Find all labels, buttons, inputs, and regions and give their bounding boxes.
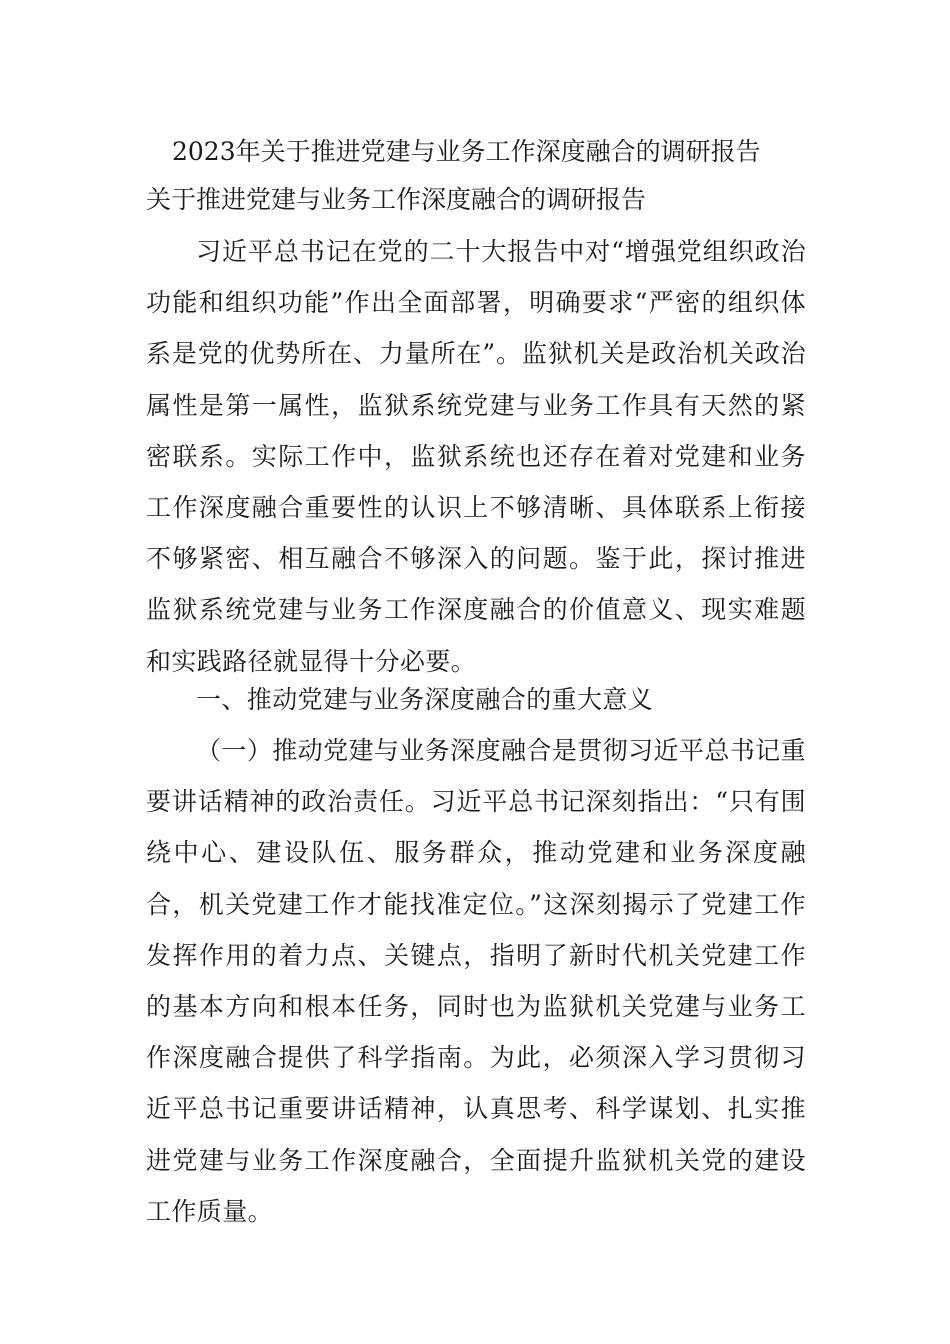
paragraph-intro: 习近平总书记在党的二十大报告中对“增强党组织政治功能和组织功能”作出全面部署，明确要求“严密的组织体系是党的优势所在、力量所在”。监狱机关是政治机关政治属性是第一属性，监狱系统党建与业务工作具有天然的紧密联系。实际工作中，监狱系统也还存在着对党建和业务工作深度融合重要性的认识上不够清晰、具体联系上衔接不够紧密、相互融合不够深入的问题。鉴于此，探讨推进监狱系统党建与业务工作深度融合的价值意义、现实难题和实践路径就显得十分必要。 [146,237,806,676]
document-title: 2023年关于推进党建与业务工作深度融合的调研报告 [172,137,761,166]
paragraph-section-1: （一）推动党建与业务深度融合是贯彻习近平总书记重要讲话精神的政治责任。习近平总书记深刻指出：“只有围绕中心、建设队伍、服务群众，推动党建和业务深度融合，机关党建工作才能找准定位。”这深刻揭示了党建工作发挥作用的着力点、关键点，指明了新时代机关党建工作的基本方向和根本任务，同时也为监狱机关党建与业务工作深度融合提供了科学指南。为此，必须深入学习贯彻习近平总书记重要讲话精神，认真思考、科学谋划、扎实推进党建与业务工作深度融合，全面提升监狱机关党的建设工作质量。 [146,736,806,1226]
document-subtitle: 关于推进党建与业务工作深度融合的调研报告 [146,185,647,214]
section-heading: 一、推动党建与业务深度融合的重大意义 [196,685,654,714]
